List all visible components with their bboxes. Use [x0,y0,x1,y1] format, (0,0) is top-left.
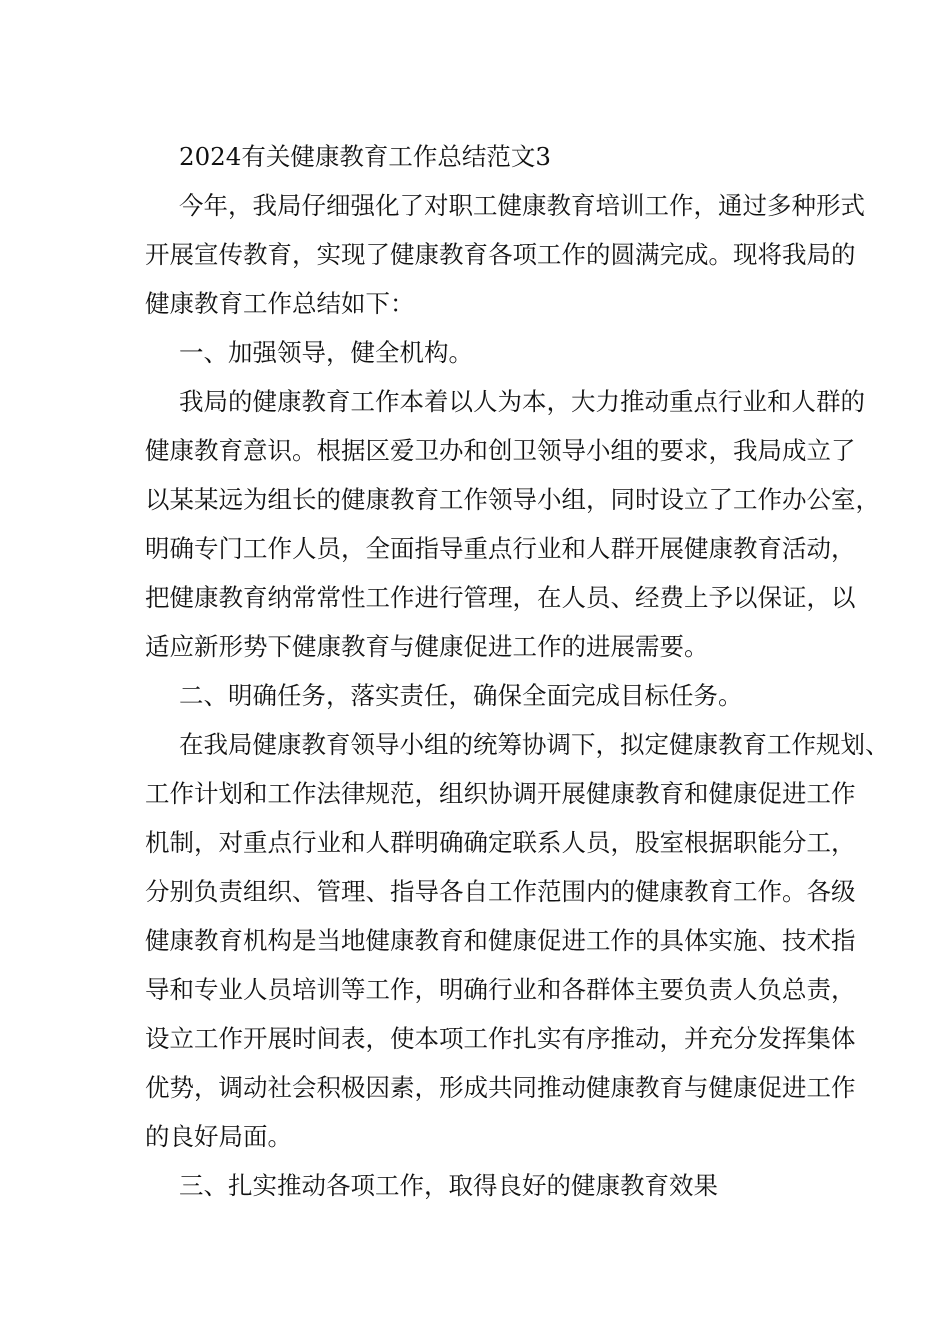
document-body [145,132,890,1210]
text-line: 今年，我局仔细强化了对职工健康教育培训工作，通过多种形式 [179,191,865,220]
text-line: 优势，调动社会积极因素，形成共同推动健康教育与健康促进工作 [145,1073,856,1102]
document-title: 2024有关健康教育工作总结范文3 [179,142,551,171]
text-line: 开展宣传教育，实现了健康教育各项工作的圆满完成。现将我局的 [145,240,856,269]
text-line: 健康教育意识。根据区爱卫办和创卫领导小组的要求，我局成立了 [145,436,856,465]
text-line: 分别负责组织、管理、指导各自工作范围内的健康教育工作。各级 [145,877,856,906]
text-line: 二、明确任务，落实责任，确保全面完成目标任务。 [179,681,743,710]
text-line: 健康教育机构是当地健康教育和健康促进工作的具体实施、技术指 [145,926,856,955]
text-line: 导和专业人员培训等工作，明确行业和各群体主要负责人负总责， [145,975,856,1004]
text-line: 机制，对重点行业和人群明确确定联系人员，股室根据职能分工， [145,828,856,857]
text-line: 在我局健康教育领导小组的统筹协调下，拟定健康教育工作规划、 [179,730,890,759]
text-line: 健康教育工作总结如下： [145,289,415,318]
text-line: 三、扎实推动各项工作，取得良好的健康教育效果 [179,1171,718,1200]
text-line: 我局的健康教育工作本着以人为本，大力推动重点行业和人群的 [179,387,865,416]
text-line: 把健康教育纳常常性工作进行管理，在人员、经费上予以保证，以 [145,583,856,612]
text-line: 明确专门工作人员，全面指导重点行业和人群开展健康教育活动， [145,534,856,563]
paragraph-lines [145,181,890,1210]
text-line: 以某某远为组长的健康教育工作领导小组，同时设立了工作办公室， [145,485,880,514]
text-line: 适应新形势下健康教育与健康促进工作的进展需要。 [145,632,709,661]
text-line: 一、加强领导，健全机构。 [179,338,473,367]
text-line: 设立工作开展时间表，使本项工作扎实有序推动，并充分发挥集体 [145,1024,856,1053]
text-line: 的良好局面。 [145,1122,292,1151]
text-line: 工作计划和工作法律规范，组织协调开展健康教育和健康促进工作 [145,779,856,808]
